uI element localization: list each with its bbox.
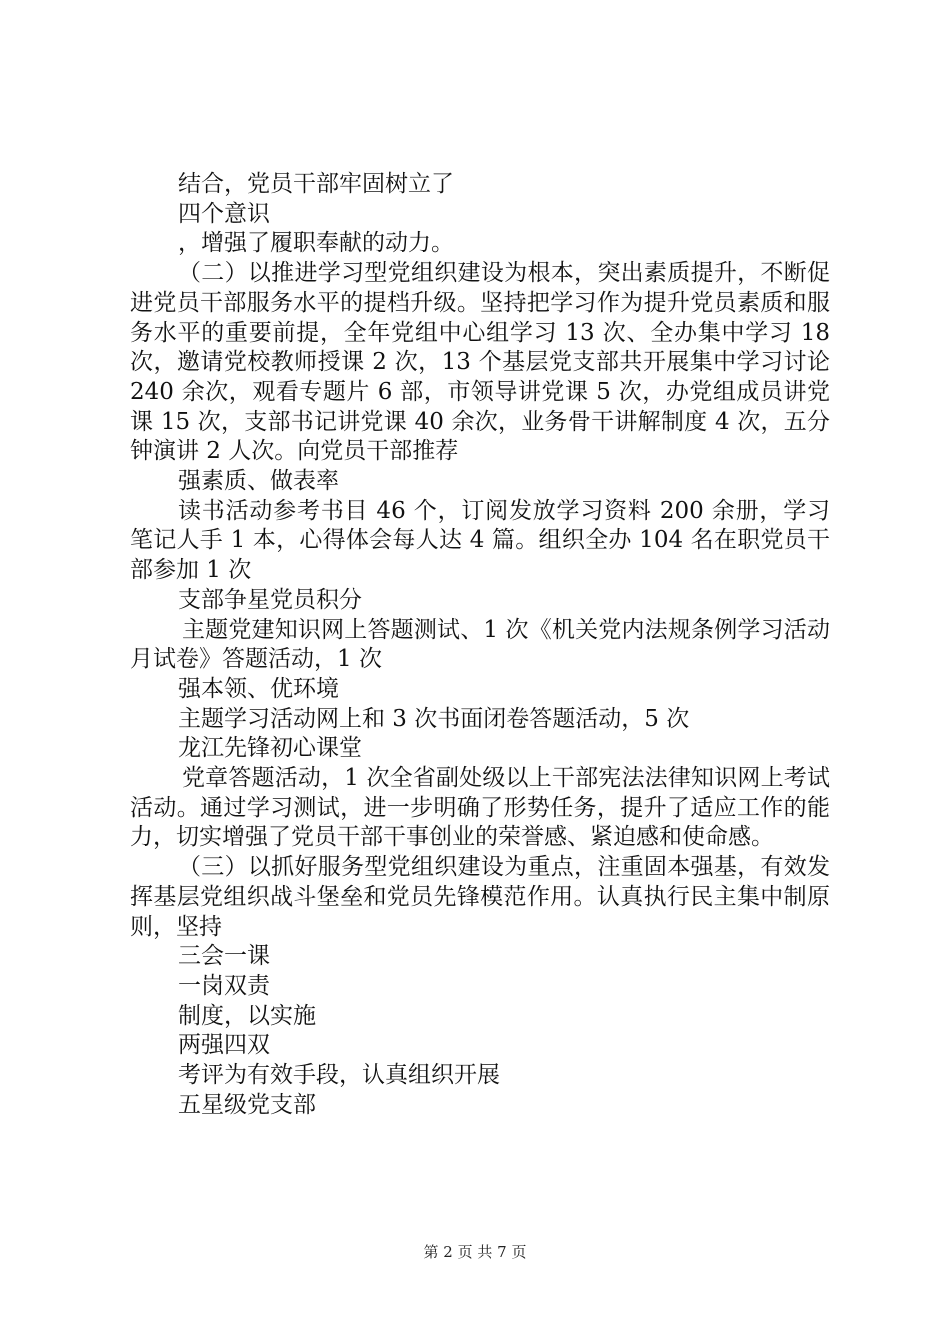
text-line: 两强四双	[178, 1032, 270, 1059]
text-line: 四个意识	[178, 200, 270, 227]
text-line: 一岗双责	[178, 972, 270, 999]
text-line: 三会一课	[178, 943, 270, 970]
text-line: 主题学习活动网上和 3 次书面闭卷答题活动，5 次	[178, 705, 690, 732]
paragraph: （二）以推进学习型党组织建设为根本，突出素质提升，不断促进党员干部服务水平的提档升级。坚持把学习作为提升党员素质和服务水平的重要前提，全年党组中心组学习 13 次、全办集中学习 18 次，邀请党校教师授课 2 次，13 个基层党支部共开展集中学习讨论 240 余次，观看专题片 6 部，市领导讲党课 5 次，办党组成员讲党课 15 次，支部书记讲党课 40 余次，业务骨干讲解制度 4 次，五分钟演讲 2 人次。向党员干部推荐	[130, 260, 830, 465]
paragraph: 读书活动参考书目 46 个，订阅发放学习资料 200 余册，学习笔记人手 1 本，心得体会每人达 4 篇。组织全办 104 名在职党员干部参加 1 次	[130, 497, 830, 584]
text-line: 制度，以实施	[178, 1002, 316, 1029]
paragraph: 党章答题活动，1 次全省副处级以上干部宪法法律知识网上考试活动。通过学习测试，进一步明确了形势任务，提升了适应工作的能力，切实增强了党员干部干事创业的荣誉感、紧迫感和使命感。	[130, 765, 830, 851]
text-line: 结合，党员干部牢固树立了	[178, 171, 454, 197]
text-line: 强本领、优环境	[178, 675, 339, 702]
text-line: 强素质、做表率	[178, 468, 339, 495]
paragraph: 主题党建知识网上答题测试、1 次《机关党内法规条例学习活动月试卷》答题活动，1 次	[130, 616, 830, 673]
text-line: 考评为有效手段，认真组织开展	[178, 1062, 500, 1089]
text-line: 五星级党支部	[178, 1091, 316, 1118]
text-line: 龙江先锋初心课堂	[178, 735, 362, 762]
page-number-footer: 第 2 页 共 7 页	[423, 1243, 527, 1261]
document-body	[130, 170, 830, 1121]
text-line: 支部争星党员积分	[178, 586, 362, 613]
text-line: ，增强了履职奉献的动力。	[178, 230, 454, 257]
paragraph: （三）以抓好服务型党组织建设为重点，注重固本强基，有效发挥基层党组织战斗堡垒和党员先锋模范作用。认真执行民主集中制原则，坚持	[130, 854, 830, 940]
